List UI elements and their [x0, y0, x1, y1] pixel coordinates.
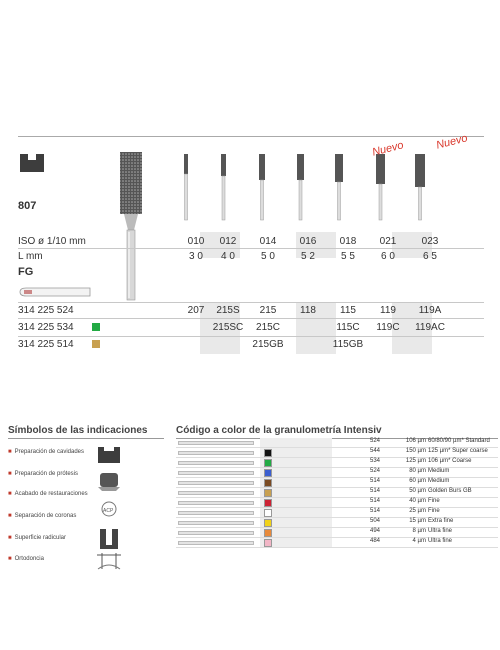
bur-shaft-image	[178, 491, 254, 495]
grit-row	[176, 458, 498, 468]
length-value: 5 0	[261, 251, 275, 262]
grit-code: 514	[369, 488, 380, 494]
symbol-item	[8, 556, 44, 562]
reference-cell: 215C	[256, 322, 280, 333]
grit-size: 40 µm	[409, 498, 426, 504]
grit-size: 25 µm	[409, 508, 426, 514]
reference-cell: 119C	[376, 322, 400, 333]
iso-value: 016	[299, 236, 317, 247]
bur-shaft-image	[178, 521, 254, 525]
shade-cell	[260, 438, 332, 447]
grit-description: 106 µm* Coarse	[428, 458, 472, 464]
grit-code: 514	[369, 478, 380, 484]
grit-size: 60 µm	[409, 478, 426, 484]
grit-code: 494	[369, 528, 380, 534]
symbol-label: Acabado de restauraciones	[14, 491, 88, 497]
grit-color-box	[264, 459, 272, 467]
fg-shank-icon	[18, 286, 92, 298]
length-value: 6 5	[423, 251, 437, 262]
nuevo-badge-023: Nuevo	[435, 132, 469, 152]
symbol-item	[8, 471, 78, 477]
bur-shaft-image	[178, 481, 254, 485]
length-value: 3 0	[189, 251, 203, 262]
reference-code: 314 225 534	[18, 322, 74, 333]
symbol-label: Superficie radicular	[14, 535, 66, 541]
grit-code: 524	[369, 468, 380, 474]
row-sep-3	[18, 318, 484, 319]
grit-code: 514	[369, 498, 380, 504]
svg-text:ACP: ACP	[103, 508, 114, 514]
nuevo-badge-021: Nuevo	[371, 139, 405, 159]
bur-image-large	[116, 150, 146, 302]
bullet-icon: ■	[8, 513, 12, 519]
reference-cell: 119	[380, 305, 396, 316]
iso-value: 021	[379, 236, 397, 247]
reference-cell: 215GB	[252, 339, 284, 350]
bullet-icon: ■	[8, 449, 12, 455]
reference-cell: 115C	[336, 322, 360, 333]
length-value: 5 5	[341, 251, 355, 262]
grit-description: Ultra fine	[428, 538, 453, 544]
grit-color-box	[264, 539, 272, 547]
length-value: 5 2	[301, 251, 315, 262]
symbol-label: Preparación de prótesis	[14, 471, 78, 477]
iso-value: 012	[219, 236, 237, 247]
grit-description: Medium	[428, 468, 450, 474]
grit-row	[176, 528, 498, 538]
length-label: L mm	[18, 251, 43, 262]
system-label: FG	[18, 266, 34, 278]
iso-label: ISO ø 1/10 mm	[18, 236, 86, 247]
reference-cell: 215S	[216, 305, 240, 316]
grit-color-box	[264, 479, 272, 487]
iso-value: 010	[187, 236, 205, 247]
grit-title: Código a color de la granulometría Intensiv	[176, 425, 382, 436]
grit-row	[176, 538, 498, 548]
grit-color-box	[264, 499, 272, 507]
bur-shaft-image	[178, 471, 254, 475]
grit-description: 125 µm* Super coarse	[428, 448, 488, 454]
grit-description: Ultra fine	[428, 528, 453, 534]
reference-cell: 119A	[418, 305, 442, 316]
grit-color-swatch	[92, 340, 100, 348]
grit-size: 80 µm	[409, 468, 426, 474]
bullet-icon: ■	[8, 535, 12, 541]
grit-row	[176, 518, 498, 528]
grit-description: Fine	[428, 498, 440, 504]
grit-row	[176, 488, 498, 498]
grit-color-box	[264, 449, 272, 457]
grit-table	[176, 438, 498, 548]
iso-value: 023	[421, 236, 439, 247]
bullet-icon: ■	[8, 471, 12, 477]
grit-row	[176, 468, 498, 478]
bur-images-sizes	[170, 148, 480, 222]
row-sep-4	[18, 336, 484, 337]
grit-size: 125 µm	[405, 458, 426, 464]
grit-description: Golden Burs GB	[428, 488, 472, 494]
grit-code: 484	[369, 538, 380, 544]
iso-value: 014	[259, 236, 277, 247]
bur-shaft-image	[178, 441, 254, 445]
length-value: 4 0	[221, 251, 235, 262]
grit-size: 15 µm	[409, 518, 426, 524]
reference-code: 314 225 514	[18, 339, 74, 350]
grit-row	[176, 498, 498, 508]
symbol-label: Preparación de cavidades	[14, 449, 85, 455]
symbol-label: Ortodoncia	[14, 556, 44, 562]
symbol-item	[8, 449, 84, 455]
grit-description: Extra fine	[428, 518, 454, 524]
reference-cell: 115	[340, 305, 356, 316]
grit-size: 8 µm	[412, 528, 426, 534]
reference-cell: 215	[259, 305, 277, 316]
grit-description: Medium	[428, 478, 450, 484]
grit-code: 534	[369, 458, 380, 464]
top-divider	[18, 136, 484, 137]
bur-shaft-image	[178, 511, 254, 515]
reference-code: 314 225 524	[18, 305, 74, 316]
grit-description: 60/80/90 µm* Standard	[428, 438, 490, 444]
grit-color-box	[264, 489, 272, 497]
bur-shaft-image	[178, 451, 254, 455]
symbols-divider	[8, 438, 164, 439]
product-code: 807	[18, 200, 37, 212]
grit-row	[176, 508, 498, 518]
grit-code: 524	[369, 438, 380, 444]
grit-color-swatch	[92, 323, 100, 331]
grit-size: 106 µm	[405, 438, 426, 444]
grit-code: 544	[369, 448, 380, 454]
cavity-preparation-icon	[18, 150, 46, 174]
reference-cell: 119AC	[415, 322, 445, 333]
bur-shaft-image	[178, 501, 254, 505]
grit-color-box	[264, 519, 272, 527]
bur-shaft-image	[178, 531, 254, 535]
reference-cell: 115GB	[332, 339, 364, 350]
reference-cell: 118	[300, 305, 316, 316]
grit-color-box	[264, 469, 272, 477]
grit-size: 4 µm	[412, 538, 426, 544]
reference-cell: 215SC	[212, 322, 244, 333]
bur-shaft-image	[178, 541, 254, 545]
symbols-title: Símbolos de las indicaciones	[8, 425, 148, 436]
symbol-item	[8, 491, 88, 497]
grit-code: 504	[369, 518, 380, 524]
iso-value: 018	[339, 236, 357, 247]
grit-row	[176, 438, 498, 448]
grit-row	[176, 478, 498, 488]
bullet-icon: ■	[8, 556, 12, 562]
grit-size: 50 µm	[409, 488, 426, 494]
bur-shaft-image	[178, 461, 254, 465]
row-sep-1	[18, 248, 484, 249]
symbol-item	[8, 513, 76, 519]
row-sep-2	[18, 302, 484, 303]
bullet-icon: ■	[8, 491, 12, 497]
symbol-item	[8, 535, 66, 541]
grit-size: 150 µm	[405, 448, 426, 454]
symbol-label: Separación de coronas	[14, 513, 77, 519]
grit-color-box	[264, 509, 272, 517]
grit-row	[176, 448, 498, 458]
grit-code: 514	[369, 508, 380, 514]
length-value: 6 0	[381, 251, 395, 262]
grit-description: Fine	[428, 508, 440, 514]
reference-cell: 207	[187, 305, 205, 316]
grit-color-box	[264, 529, 272, 537]
indication-icons	[92, 443, 126, 575]
